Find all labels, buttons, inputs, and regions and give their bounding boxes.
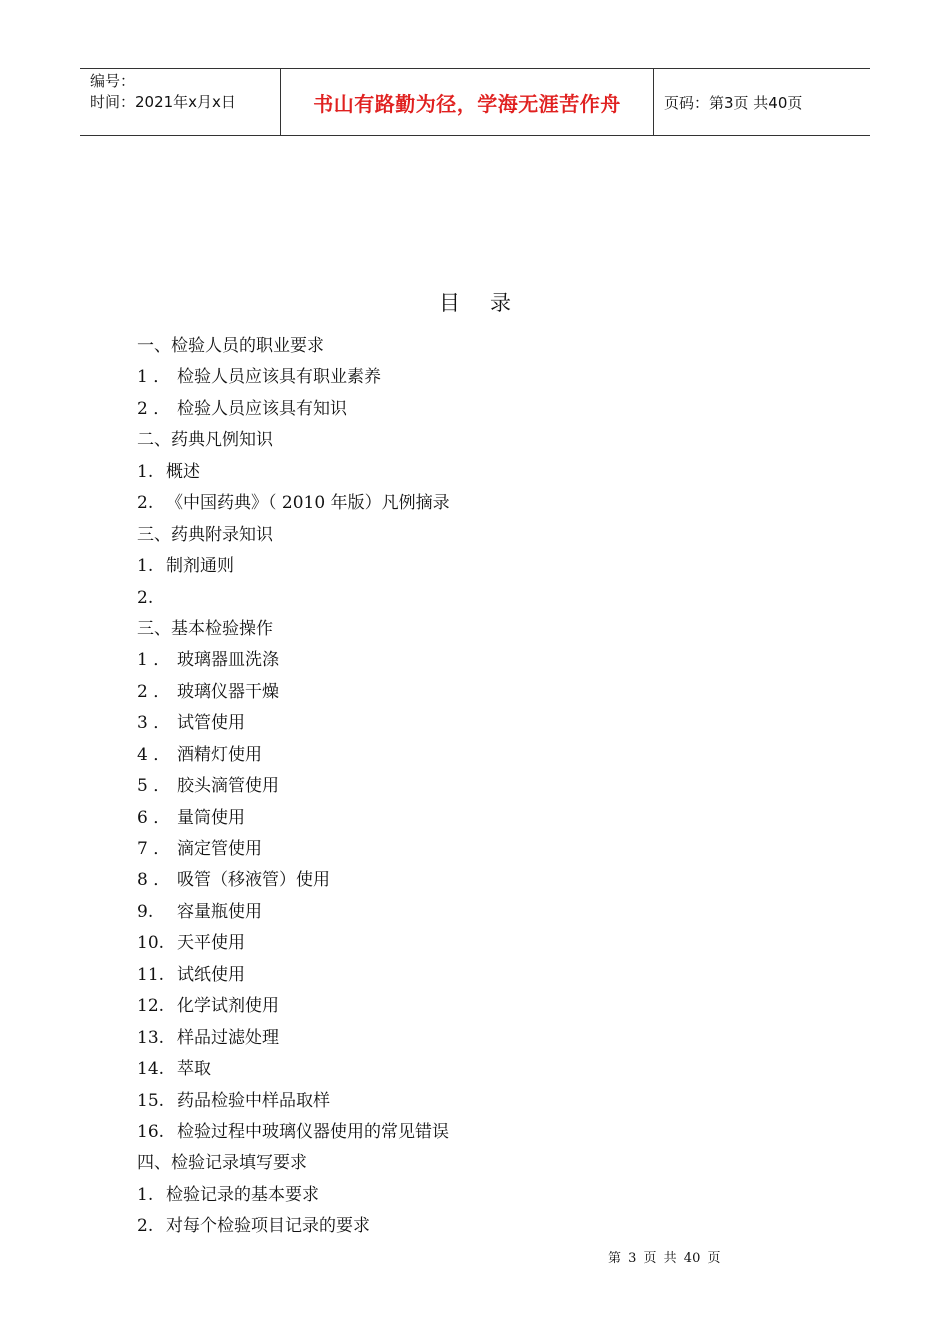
- toc-item-number: 1 ．: [137, 367, 171, 388]
- toc-item-number: 7 ．: [137, 839, 171, 859]
- toc-item: [137, 1054, 450, 1085]
- toc-item-number: 3 ．: [137, 713, 171, 734]
- page-footer: 第 3 页 共 40 页: [608, 1251, 721, 1266]
- toc-item-text: 玻璃仪器干燥: [177, 681, 279, 702]
- toc-item: [137, 583, 450, 614]
- toc-item: [137, 771, 450, 802]
- toc-item-number: 2.: [137, 493, 154, 514]
- toc-title: 目录: [439, 291, 541, 315]
- toc-item: [137, 1117, 450, 1148]
- toc-item-number: 9.: [137, 901, 154, 922]
- toc-item: [137, 865, 450, 896]
- toc-list: [137, 331, 450, 1243]
- toc-item-text: 样品过滤处理: [177, 1027, 279, 1048]
- toc-item: [137, 425, 450, 456]
- toc-item-number: 2 ．: [137, 681, 171, 702]
- toc-item-text: 吸管（移液管）使用: [177, 870, 330, 891]
- toc-item: [137, 740, 450, 771]
- toc-item-number: 1 ．: [137, 650, 171, 671]
- toc-item-text: 量筒使用: [177, 807, 245, 828]
- toc-item: [137, 803, 450, 834]
- toc-item-text: 天平使用: [177, 933, 245, 954]
- toc-item-text: 三、基本检验操作: [137, 618, 273, 639]
- header-motto: 书山有路勤为径，学海无涯苦作舟: [281, 69, 654, 135]
- code-label: 编号：: [90, 72, 136, 90]
- toc-item-text: 检验过程中玻璃仪器使用的常见错误: [177, 1121, 449, 1142]
- toc-item-text: 化学试剂使用: [177, 996, 279, 1017]
- toc-item-text: 检验记录的基本要求: [166, 1184, 319, 1205]
- toc-item: [137, 1180, 450, 1211]
- toc-item: [137, 1086, 450, 1117]
- toc-item: [137, 457, 450, 488]
- date-label: 时间：2021年x月x日: [90, 93, 236, 111]
- toc-item: [137, 960, 450, 991]
- toc-item: [137, 1148, 450, 1179]
- toc-item: [137, 1023, 450, 1054]
- toc-item-text: 概述: [166, 461, 200, 482]
- toc-item: [137, 708, 450, 739]
- toc-item-text: 试纸使用: [177, 964, 245, 985]
- toc-item-number: 1.: [137, 461, 154, 482]
- toc-item-number: 2.: [137, 587, 154, 608]
- toc-item-text: 《中国药典》（ 2010 年版）凡例摘录: [166, 493, 450, 514]
- toc-item: [137, 991, 450, 1022]
- toc-item-text: 玻璃器皿洗涤: [177, 650, 279, 671]
- toc-item: [137, 488, 450, 519]
- toc-item-number: 2.: [137, 1216, 154, 1237]
- toc-item-number: 12.: [137, 996, 165, 1017]
- toc-item: [137, 331, 450, 362]
- toc-item-text: 萃取: [177, 1059, 211, 1080]
- toc-item-number: 1.: [137, 556, 154, 577]
- toc-item-number: 1.: [137, 1184, 154, 1205]
- toc-item-number: 14.: [137, 1059, 165, 1080]
- toc-item: [137, 520, 450, 551]
- toc-item-text: 检验人员应该具有知识: [177, 398, 347, 419]
- toc-item-number: 16.: [137, 1121, 165, 1142]
- toc-item-text: 一、检验人员的职业要求: [137, 336, 324, 356]
- toc-item-text: 酒精灯使用: [177, 744, 262, 765]
- toc-item: [137, 551, 450, 582]
- header-meta-cell: [80, 69, 281, 135]
- toc-item: [137, 928, 450, 959]
- toc-item-number: 11.: [137, 964, 165, 985]
- toc-item-number: 4 ．: [137, 744, 171, 765]
- toc-item: [137, 1211, 450, 1242]
- toc-item: [137, 394, 450, 425]
- header-table: [80, 68, 870, 136]
- toc-item: [137, 897, 450, 928]
- toc-item-text: 滴定管使用: [177, 839, 262, 859]
- toc-item-text: 试管使用: [177, 713, 245, 734]
- header-page-info: 页码：第3页 共40页: [664, 93, 803, 112]
- toc-item-number: 2 ．: [137, 398, 171, 419]
- toc-item-text: 四、检验记录填写要求: [137, 1153, 307, 1174]
- toc-item: [137, 362, 450, 393]
- toc-item-text: 二、药典凡例知识: [137, 430, 273, 451]
- toc-item: [137, 834, 450, 865]
- toc-item-text: 检验人员应该具有职业素养: [177, 367, 381, 388]
- toc-item-number: 13.: [137, 1027, 165, 1048]
- toc-item-text: 三、药典附录知识: [137, 524, 273, 545]
- toc-item: [137, 614, 450, 645]
- toc-item-number: 15.: [137, 1090, 165, 1111]
- toc-item-number: 6 ．: [137, 807, 171, 828]
- toc-item: [137, 677, 450, 708]
- toc-item-text: 制剂通则: [166, 556, 234, 577]
- toc-item-number: 5 ．: [137, 776, 171, 797]
- toc-item-number: 10.: [137, 933, 165, 954]
- toc-item-text: 胶头滴管使用: [177, 776, 279, 797]
- toc-item-text: 容量瓶使用: [177, 901, 262, 922]
- toc-item-text: 对每个检验项目记录的要求: [166, 1216, 370, 1237]
- toc-item-number: 8 ．: [137, 870, 171, 891]
- toc-item-text: 药品检验中样品取样: [177, 1090, 330, 1111]
- toc-item: [137, 645, 450, 676]
